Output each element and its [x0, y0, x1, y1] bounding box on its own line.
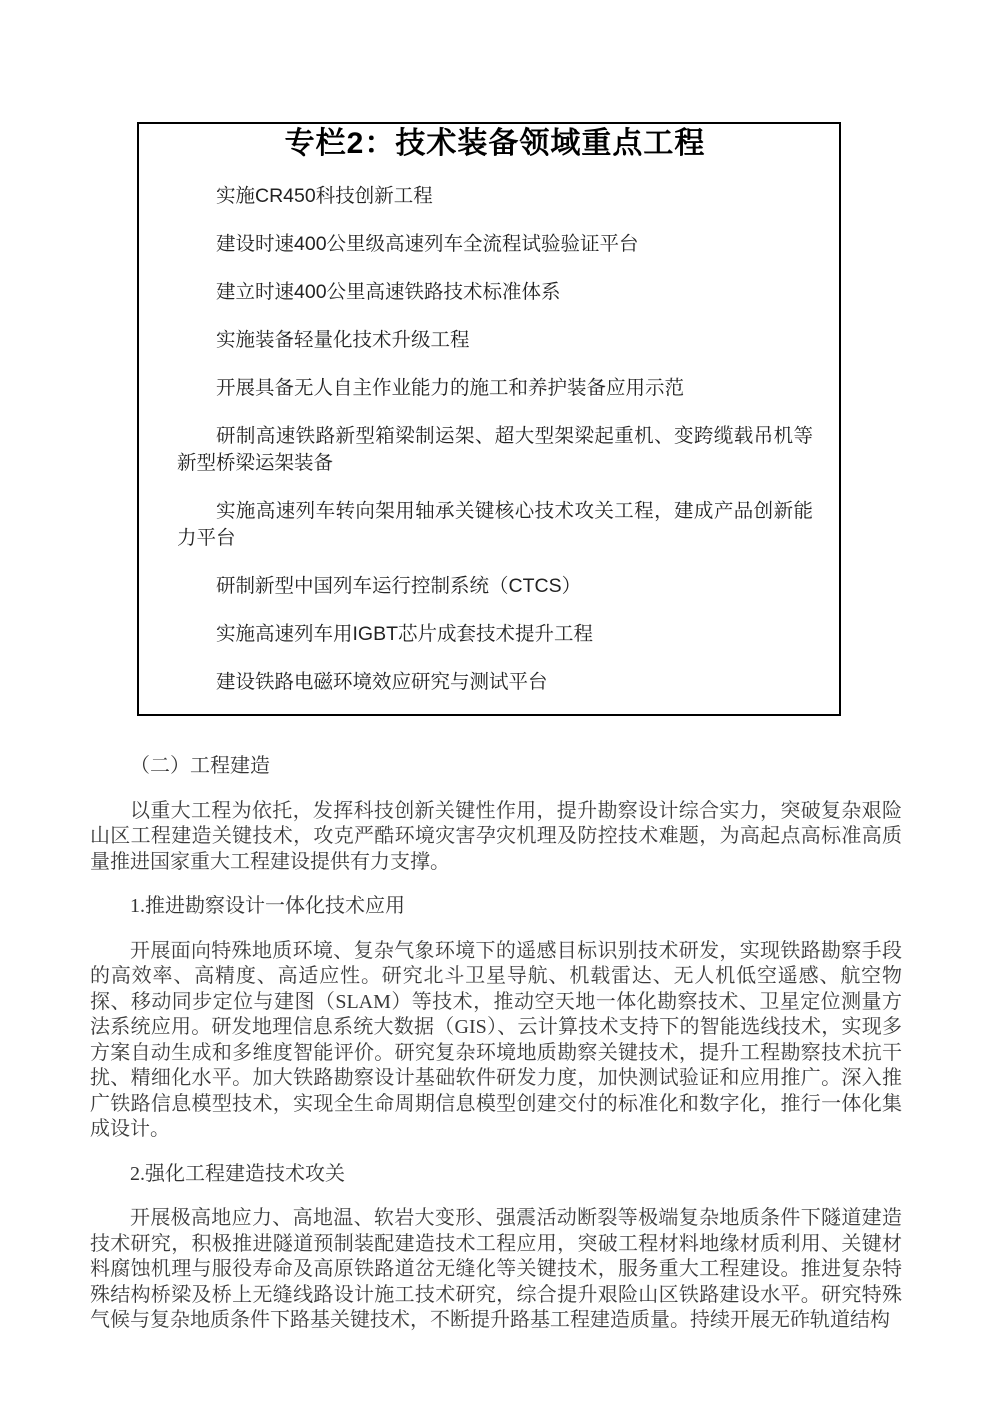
subsection-heading: 1.推进勘察设计一体化技术应用 [130, 895, 405, 917]
panel-item: 实施高速列车转向架用轴承关键核心技术攻关工程，建成产品创新能力平台 [177, 500, 813, 549]
panel-item: 实施装备轻量化技术升级工程 [216, 329, 470, 351]
panel-item: 开展具备无人自主作业能力的施工和养护装备应用示范 [216, 377, 685, 399]
panel-item: 建立时速400公里高速铁路技术标准体系 [216, 281, 561, 303]
panel-item: 研制新型中国列车运行控制系统（CTCS） [216, 575, 582, 597]
panel-item: 研制高速铁路新型箱梁制运架、超大型架梁起重机、变跨缆载吊机等新型桥梁运架装备 [177, 425, 813, 474]
panel-item: 实施高速列车用IGBT芯片成套技术提升工程 [216, 623, 594, 645]
section-heading: （二）工程建造 [130, 755, 270, 777]
body-paragraph: 开展面向特殊地质环境、复杂气象环境下的遥感目标识别技术研发，实现铁路勘察手段的高效率、高精度、高适应性。研究北斗卫星导航、机载雷达、无人机低空遥感、航空物探、移动同步定位与建图（SLAM）等技术，推动空天地一体化勘察技术、卫星定位测量方法系统应用。研发地理信息系统大数据（GIS）、云计算技术支持下的智能选线技术，实现多方案自动生成和多维度智能评价。研究复杂环境地质勘察关键技术，提升工程勘察技术抗干扰、精细化水平。加大铁路勘察设计基础软件研发力度，加快测试验证和应用推广。深入推广铁路信息模型技术，实现全生命周期信息模型创建交付的标准化和数字化，推行一体化集成设计。 [90, 939, 902, 1140]
panel-item: 建设时速400公里级高速列车全流程试验验证平台 [216, 233, 639, 255]
subsection-heading: 2.强化工程建造技术攻关 [130, 1162, 345, 1185]
highlight-box [137, 122, 841, 716]
body-text [90, 754, 902, 1334]
highlight-box-title: 专栏2：技术装备领域重点工程 [284, 127, 706, 160]
panel-item: 建设铁路电磁环境效应研究与测试平台 [216, 671, 548, 693]
panel-item: 实施CR450科技创新工程 [216, 185, 433, 207]
body-paragraph: 开展极高地应力、高地温、软岩大变形、强震活动断裂等极端复杂地质条件下隧道建造技术研究，积极推进隧道预制装配建造技术工程应用，突破工程材料地缘材质利用、关键材料腐蚀机理与服役寿命及高原铁路道岔无缝化等关键技术，服务重大工程建设。推进复杂特殊结构桥梁及桥上无缝线路设计施工技术研究，综合提升艰险山区铁路建设水平。研究特殊气候与复杂地质条件下路基关键技术，不断提升路基工程建造质量。持续开展无砟轨道结构 [90, 1207, 902, 1331]
body-paragraph: 以重大工程为依托，发挥科技创新关键性作用，提升勘察设计综合实力，突破复杂艰险山区工程建造关键技术，攻克严酷环境灾害孕灾机理及防控技术难题，为高起点高标准高质量推进国家重大工程建设提供有力支撑。 [90, 799, 902, 873]
